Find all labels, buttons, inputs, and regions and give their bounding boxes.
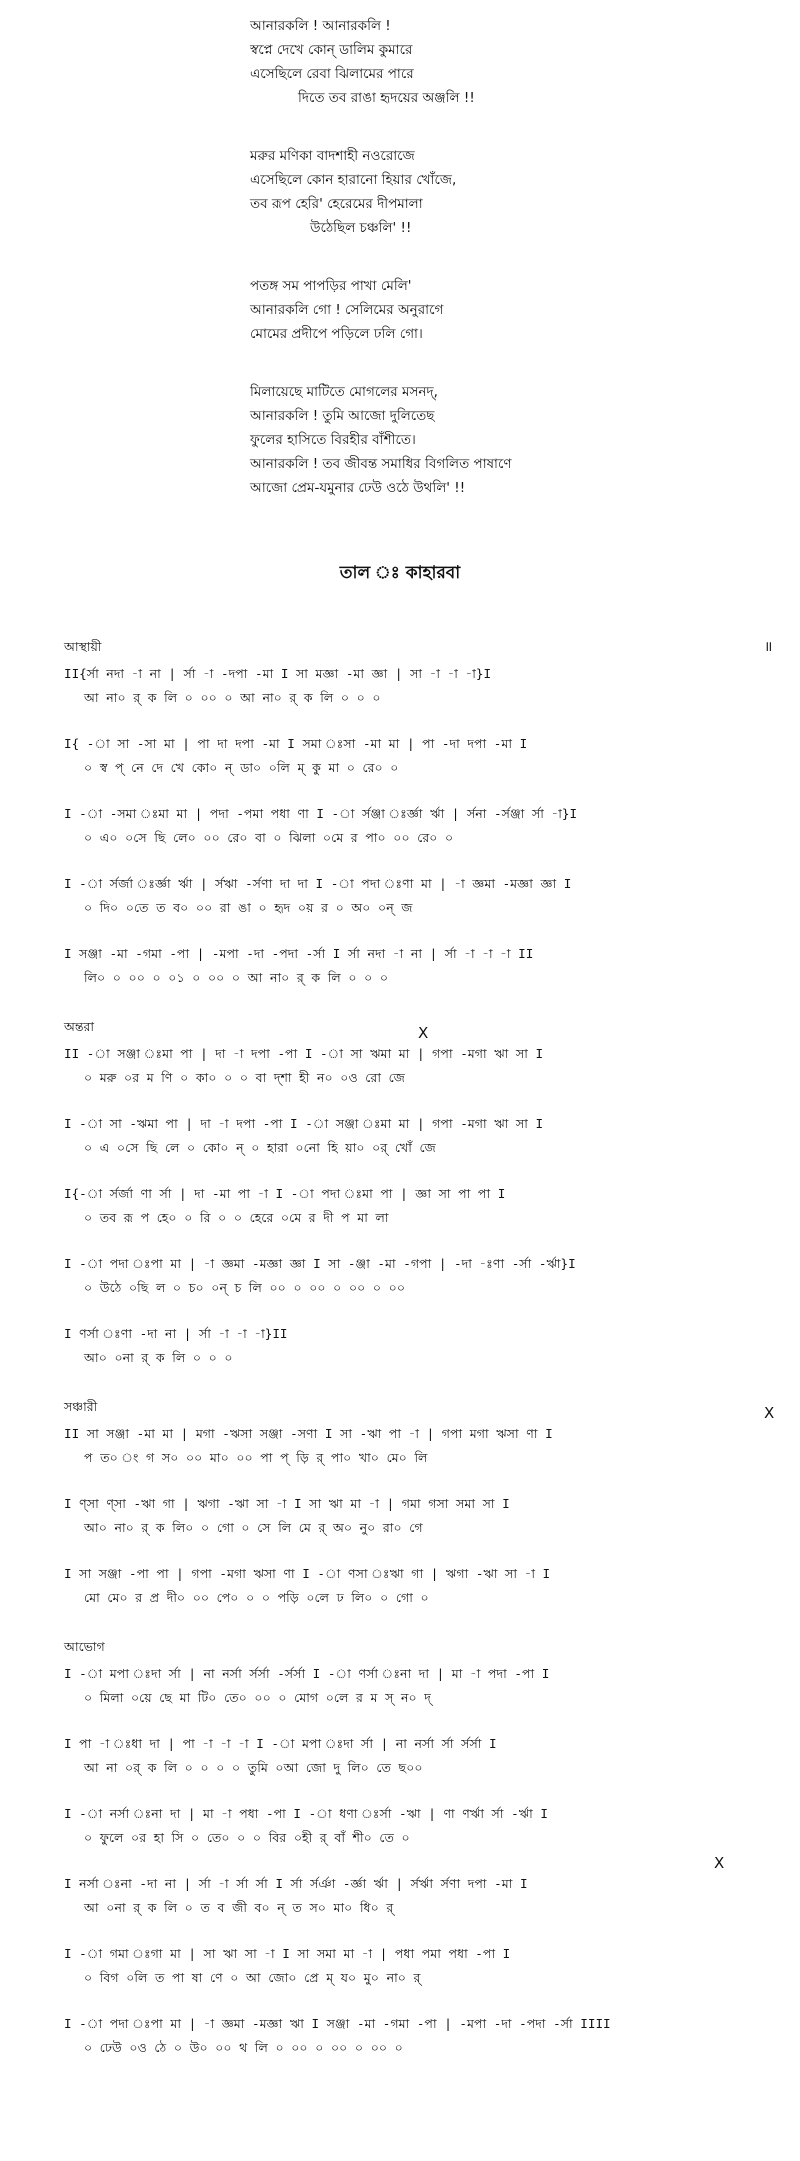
notation-row: [0, 1662, 800, 1732]
notation-row: [0, 1854, 800, 1942]
section-label-text: অন্তরা: [64, 1019, 94, 1034]
section-label: [64, 1392, 800, 1422]
notation-row: [0, 802, 800, 872]
section-label-text: আস্থায়ী: [64, 639, 102, 654]
swara-line: I -া পদা ঃপা মা | -া জ্ঞমা -মজ্ঞা ঋা I সঞ্জা -মা -গমা -পা | -মপা -দা -পদা -র্সা IIII: [64, 2016, 611, 2031]
swara-line: I -া -সমা ঃমা মা | পদা -পমা পধা ণা I -া র্সঞ্জা ঃর্জ্ঞা র্ঋা | র্সনা -র্সঞ্জা র্সা -া}I: [64, 806, 578, 821]
bol-line: আ ০না র্ ক লি ০ ত ব জী ব০ ন্ ত স০ মা০ ধি০ র্: [84, 1900, 394, 1915]
x-mark: X: [764, 1404, 775, 1422]
swara-line: I{-া র্সর্জা ণা র্সা | দা -মা পা -া I -া পদা ঃমা পা | জ্ঞা সা পা পা I: [64, 1186, 506, 1201]
section-label: [64, 1012, 800, 1042]
section-end-mark: ॥: [764, 639, 773, 655]
poem-stanza: [250, 14, 750, 110]
poem-line: আজো প্রেম-যমুনার ঢেউ ওঠে উথলি' !!: [250, 480, 466, 496]
section-label-text: সঞ্চারী: [64, 1399, 98, 1414]
swara-line: I -া মপা ঃদা র্সা | না নর্সা র্সর্সা -র্সর্সা I -া ণর্সা ঃনা দা | মা -া পদা -পা I: [64, 1666, 550, 1681]
notation-row: [0, 1732, 800, 1802]
bol-line: ০ উঠে ০ছি ল ০ চ০ ০ন্ চ লি ০০ ০ ০০ ০ ০০ ০ ০০: [84, 1280, 406, 1295]
poem-stanza: [250, 144, 750, 240]
notation-row: [0, 1422, 800, 1492]
swara-line: I{ -া সা -সা মা | পা দা দপা -মা I সমা ঃসা -মা মা | পা -দা দপা -মা I: [64, 736, 528, 751]
poem-line: পতঙ্গ সম পাপড়ির পাখা মেলি': [250, 278, 412, 294]
bol-line: ০ মরু ০র ম ণি ০ কা০ ০ ০ বা দ্‌শা হী ন০ ০ও রো জে: [84, 1070, 405, 1085]
swara-line: I সা সঞ্জা -পা পা | গপা -মগা ঋসা ণা I -া ণসা ঃঋা গা | ঋগা -ঋা সা -া I: [64, 1566, 551, 1581]
x-mark: X: [714, 1854, 725, 1872]
bol-line: আ০ ০না র্ ক লি ০ ০ ০: [84, 1350, 233, 1365]
notation-row: [0, 1802, 800, 1872]
swara-line: II{র্সা নদা -া না | র্সা -া -দপা -মা I সা মজ্ঞা -মা জ্ঞা | সা -া -া -া}I: [64, 666, 492, 681]
swara-line: I ণ্সা ণ্সা -ঋা গা | ঋগা -ঋা সা -া I সা ঋা মা -া | গমা গসা সমা সা I: [64, 1496, 510, 1511]
bol-line: ০ দি০ ০তে ত ব০ ০০ রা ঙা ০ হৃদ ০য় র ০ অ০ ০ন্ জ: [84, 900, 413, 915]
poem-line: আনারকলি গো ! সেলিমের অনুরাগে: [250, 302, 444, 318]
bol-line: আ০ না০ র্ ক লি০ ০ গো ০ সে লি মে র্ অ০ নু০ রা০ গে: [84, 1520, 423, 1535]
swara-line: I ণর্সা ঃণা -দা না | র্সা -া -া -া}II: [64, 1326, 288, 1341]
notation-row: [0, 1182, 800, 1252]
poem-line: আনারকলি ! তব জীবন্ত সমাধির বিগলিত পাষাণে: [250, 456, 512, 472]
swara-line: I -া র্সর্জা ঃর্জ্ঞা র্ঋা | র্সঋা -র্সণা দা দা I -া পদা ঃণা মা | -া জ্ঞমা -মজ্ঞা জ্ঞা I: [64, 876, 572, 891]
bol-line: ০ এ০ ০সে ছি লে০ ০০ রে০ বা ০ ঝিলা ০মে র পা০ ০০ রে০ ০: [84, 830, 454, 845]
bol-line: ০ ঢেউ ০ও ঠে ০ উ০ ০০ থ লি ০ ০০ ০ ০০ ০ ০০ ০: [84, 2040, 403, 2055]
notation-row: [0, 872, 800, 942]
bol-line: লি০ ০ ০০ ০ ০১ ০ ০০ ০ আ না০ র্ ক লি ০ ০ ০: [84, 970, 389, 985]
bol-line: আ না০ র্ ক লি ০ ০০ ০ আ না০ র্ ক লি ০ ০ ০: [84, 690, 381, 705]
poem-line: ফুলের হাসিতে বিরহীর বাঁশীতে।: [250, 432, 416, 448]
notation-row: [0, 1112, 800, 1182]
notation-row: [0, 2012, 800, 2082]
poem-stanza: [250, 274, 750, 346]
poem: [250, 14, 750, 534]
poem-line: উঠেছিল চঞ্চলি' !!: [310, 220, 412, 236]
notation-row: [0, 1562, 800, 1632]
bol-line: ০ এ ০সে ছি লে ০ কো০ ন্ ০ হারা ০নো হি য়া০ ০র্ খোঁ জে: [84, 1140, 436, 1155]
poem-line: এসেছিলে রেবা ঝিলামের পারে: [250, 66, 414, 82]
poem-stanza: [250, 380, 750, 500]
bol-line: ০ মিলা ০য়ে ছে মা টি০ তে০ ০০ ০ মোগ ০লে র ম স্ ন০ দ্: [84, 1690, 431, 1705]
notation-row: [0, 1942, 800, 2012]
bol-line: ০ বিগ ০লি ত পা ষা ণে ০ আ জো০ প্রে ম্ য০ মু০ না০ র্: [84, 1970, 421, 1985]
section-label-text: আভোগ: [64, 1639, 105, 1654]
swara-line: I -া সা -ঋমা পা | দা -া দপা -পা I -া সঞ্জা ঃমা মা | গপা -মগা ঋা সা I: [64, 1116, 544, 1131]
swara-line: I নর্সা ঃনা -দা না | র্সা -া র্সা র্সা I র্সা র্সর্ঞা -র্জ্ঞা র্ঋা | র্সর্ঋা র্সণা দপা -মা I: [64, 1876, 528, 1891]
tala-title: তাল ঃ কাহারবা: [339, 563, 461, 583]
notation-row: [0, 1492, 800, 1562]
swara-line: I -া নর্সা ঃনা দা | মা -া পধা -পা I -া ধণা ঃর্সা -ঋা | ণা ণর্ঋা র্সা -র্ঋা I: [64, 1806, 548, 1821]
bol-line: ০ স্ব প্ নে দে খে কো০ ন্ ডা০ ০লি ম্ কু মা ০ রে০ ০: [84, 760, 399, 775]
poem-line: মরুর মণিকা বাদশাহী নওরোজে: [250, 148, 415, 164]
bol-line: প ত০ ং গ স০ ০০ মা০ ০০ পা প্ ড়ি র্ পা০ খা০ মে০ লি: [84, 1450, 428, 1465]
bol-line: ০ তব রূ প হে০ ০ রি ০ ০ হেরে ০মে র দী প মা লা: [84, 1210, 389, 1225]
poem-line: স্বপ্নে দেখে কোন্ ডালিম কুমারে: [250, 42, 413, 58]
bol-line: আ না ০র্ ক লি ০ ০ ০ ০ তুমি ০আ জো দু লি০ তে ছ০০: [84, 1760, 423, 1775]
bol-line: মো মে০ র প্র দী০ ০০ পে০ ০ ০ পড়ি ০লে ঢ লি০ ০ গো ০: [84, 1590, 429, 1605]
poem-line: মিলায়েছে মাটিতে মোগলের মসনদ্,: [250, 384, 438, 400]
notation-row: [0, 1322, 800, 1392]
bol-line: ০ ফুলে ০র হা সি ০ তে০ ০ ০ বির ০হী র্ বাঁ শী০ তে ০: [84, 1830, 410, 1845]
notation-row: [0, 732, 800, 802]
section-label: [64, 632, 800, 662]
notation: [0, 632, 800, 2082]
swara-line: I পা -া ঃধা দা | পা -া -া -া I -া মপা ঃদা র্সা | না নর্সা র্সা র্সর্সা I: [64, 1736, 497, 1751]
swara-line: I -া গমা ঃগা মা | সা ঋা সা -া I সা সমা মা -া | পধা পমা পধা -পা I: [64, 1946, 511, 1961]
poem-line: আনারকলি ! তুমি আজো দুলিতেছ: [250, 408, 435, 424]
section-label: [64, 1632, 800, 1662]
x-mark: X: [418, 1024, 429, 1042]
poem-line: দিতে তব রাঙা হৃদয়ের অঞ্জলি !!: [298, 90, 475, 106]
poem-line: আনারকলি ! আনারকলি !: [250, 18, 391, 34]
swara-line: II -া সঞ্জা ঃমা পা | দা -া দপা -পা I -া সা ঋমা মা | গপা -মগা ঋা সা I: [64, 1046, 544, 1061]
notation-row: [0, 942, 800, 1012]
swara-line: I সঞ্জা -মা -গমা -পা | -মপা -দা -পদা -র্সা I র্সা নদা -া না | র্সা -া -া -া II: [64, 946, 534, 961]
poem-line: এসেছিলে কোন হারানো হিয়ার খোঁজে,: [250, 172, 457, 188]
notation-row: [0, 1252, 800, 1322]
swara-line: I -া পদা ঃপা মা | -া জ্ঞমা -মজ্ঞা জ্ঞা I সা -ঞ্জা -মা -গপা | -দা -ঃণা -র্সা -র্ঋা}I: [64, 1256, 576, 1271]
notation-row: [0, 662, 800, 732]
poem-line: তব রূপ হেরি' হেরেমের দীপমালা: [250, 196, 423, 212]
swara-line: II সা সঞ্জা -মা মা | মগা -ঋসা সঞ্জা -সণা I সা -ঋা পা -া | গপা মগা ঋসা ণা I: [64, 1426, 553, 1441]
poem-line: মোমের প্রদীপে পড়িলে ঢলি গো।: [250, 326, 423, 342]
